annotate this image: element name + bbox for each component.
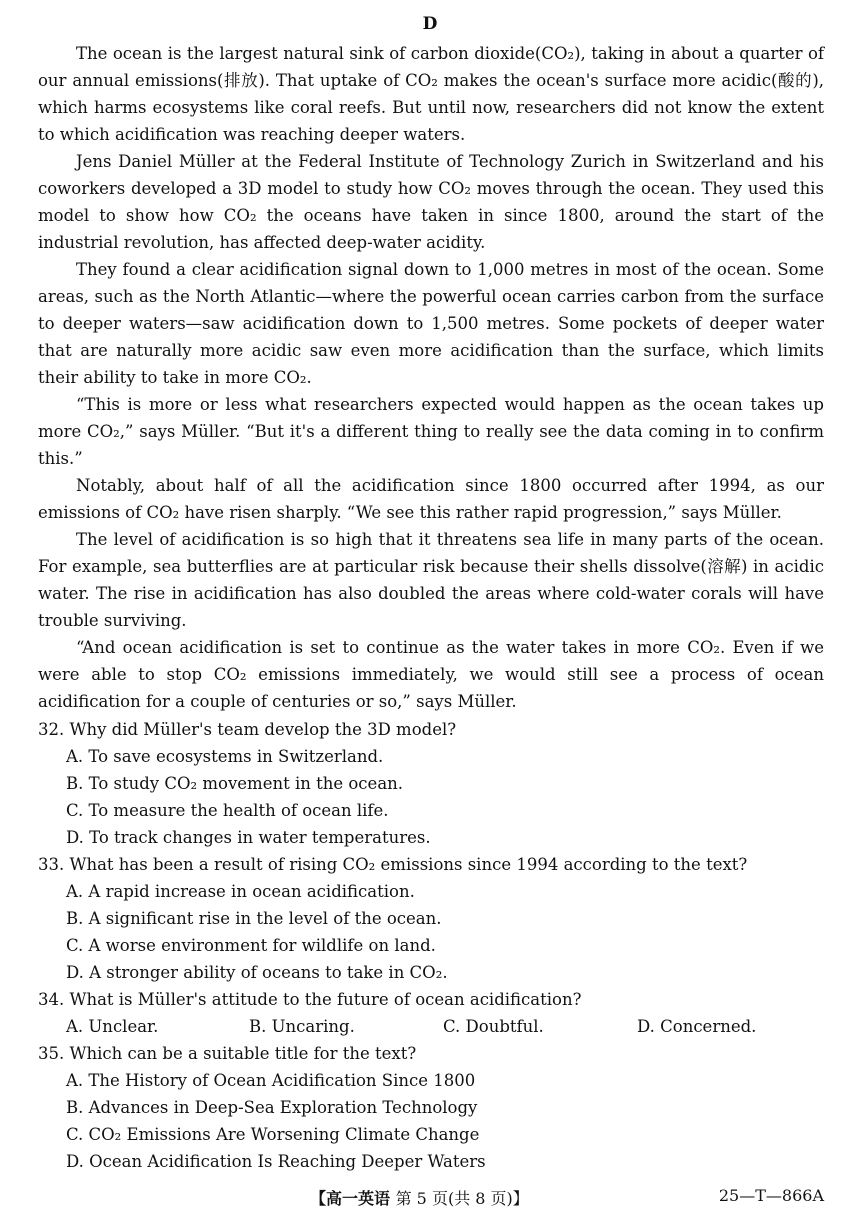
answer-option: D. A stronger ability of oceans to take in CO₂. [66,963,448,982]
answer-option: A. A rapid increase in ocean acidification. [66,882,415,901]
answer-option: D. Ocean Acidification Is Reaching Deeper Waters [66,1152,486,1171]
footer-page-info [310,1186,529,1209]
answer-option: D. To track changes in water temperatures. [66,828,431,847]
paragraph: The level of acidification is so high that it threatens sea life in many parts of the ocean. For example, sea butterflies are at particular risk because their shells dissolve(溶解) in acidic water. The rise in acidification has also doubled the areas where cold-water corals will have trouble surviving. [38,530,824,630]
answer-option: A. To save ecosystems in Switzerland. [66,747,384,766]
answer-option: B. To study CO₂ movement in the ocean. [66,774,404,793]
question-stem: 32. Why did Müller's team develop the 3D model? [38,720,457,739]
answer-option: B. Advances in Deep-Sea Exploration Technology [66,1098,478,1117]
question-33 [38,851,824,986]
answer-option: B. A significant rise in the level of the ocean. [66,909,442,928]
question-34 [38,986,824,1040]
question-list [38,716,824,1175]
paragraph: Jens Daniel Müller at the Federal Institute of Technology Zurich in Switzerland and his coworkers developed a 3D model to study how CO₂ moves through the ocean. They used this model to show how CO₂ the oceans have taken in since 1800, around the start of the industrial revolution, has affected deep-water acidity. [38,152,824,252]
answer-option: D. Concerned. [637,1017,757,1036]
answer-option: C. To measure the health of ocean life. [66,801,389,820]
answer-option: C. A worse environment for wildlife on land. [66,936,436,955]
answer-options-row [66,1013,824,1040]
paragraph: “And ocean acidification is set to continue as the water takes in more CO₂. Even if we were able to stop CO₂ emissions immediately, we would still see a process of ocean acidification for a couple of centuries or so,” says Müller. [38,638,824,711]
answer-option: C. CO₂ Emissions Are Worsening Climate Change [66,1125,480,1144]
answer-option: B. Uncaring. [249,1017,355,1036]
question-32 [38,716,824,851]
answer-option: A. Unclear. [66,1017,159,1036]
footer-subject: 【高一英语 [310,1189,391,1208]
paragraph: The ocean is the largest natural sink of carbon dioxide(CO₂), taking in about a quarter of our annual emissions(排放). That uptake of CO₂ makes the ocean's surface more acidic(酸的), which harms ecosystems like coral reefs. But until now, researchers did not know the extent to which acidification was reaching deeper waters. [38,44,824,144]
footer-code: 25—T—866A [718,1186,824,1205]
question-stem: 33. What has been a result of rising CO₂ emissions since 1994 according to the text? [38,855,748,874]
page-footer [0,1186,860,1212]
paragraph: “This is more or less what researchers expected would happen as the ocean takes up more CO₂,” says Müller. “But it's a different thing to really see the data coming in to confirm this.” [38,395,824,468]
answer-option: C. Doubtful. [443,1017,544,1036]
reading-passage [38,40,824,715]
answer-option: A. The History of Ocean Acidification Since 1800 [66,1071,476,1090]
section-label: D [422,14,438,34]
footer-page-number: 第 5 页(共 8 页)】 [395,1189,529,1208]
paragraph: They found a clear acidification signal down to 1,000 metres in most of the ocean. Some areas, such as the North Atlantic—where the powerful ocean carries carbon from the surface to deeper waters—saw acidification down to 1,500 metres. Some pockets of deeper water that are naturally more acidic saw even more acidification than the surface, which limits their ability to take in more CO₂. [38,260,824,387]
question-stem: 34. What is Müller's attitude to the future of ocean acidification? [38,990,582,1009]
question-35 [38,1040,824,1175]
paragraph: Notably, about half of all the acidification since 1800 occurred after 1994, as our emissions of CO₂ have risen sharply. “We see this rather rapid progression,” says Müller. [38,476,824,522]
question-stem: 35. Which can be a suitable title for the text? [38,1044,417,1063]
